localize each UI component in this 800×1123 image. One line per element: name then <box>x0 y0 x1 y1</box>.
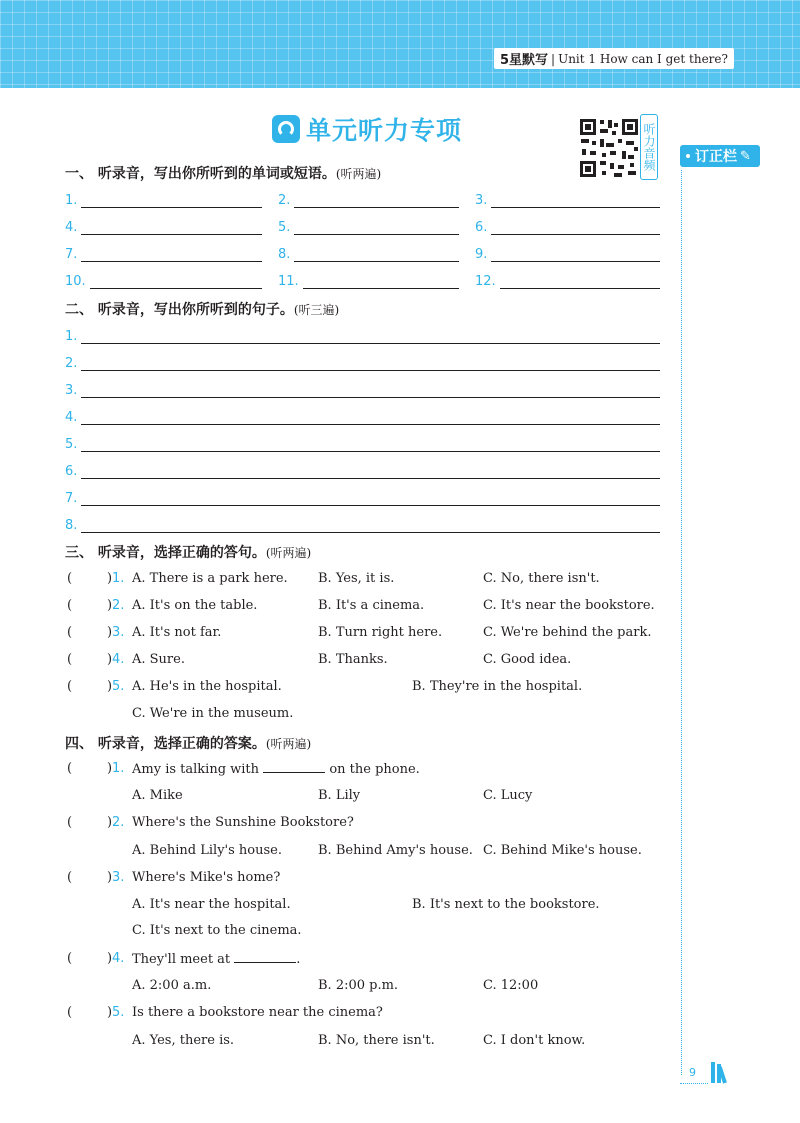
blank-number: 9. <box>475 247 488 262</box>
section-3-heading <box>65 542 311 562</box>
answer-line[interactable] <box>81 437 660 452</box>
question-number: 1. <box>112 761 125 776</box>
blank-number: 1. <box>65 329 78 344</box>
bracket-open: ( <box>67 870 73 885</box>
question-number: 3. <box>112 870 125 885</box>
blank-sentence-8[interactable] <box>65 515 660 533</box>
tag-separator: | <box>551 51 556 66</box>
section-2-heading <box>65 299 339 319</box>
blank-number: 8. <box>65 518 78 533</box>
answer-line[interactable] <box>491 193 660 208</box>
answer-bracket[interactable] <box>67 597 113 615</box>
answer-bracket[interactable] <box>67 651 113 669</box>
series-name: 5星默写 <box>500 53 549 68</box>
blank-number: 2. <box>65 356 78 371</box>
question-stem <box>132 950 300 969</box>
stem-after: on the phone. <box>329 762 420 777</box>
blank-number: 8. <box>278 247 291 262</box>
option-a[interactable]: A. Mike <box>132 788 183 803</box>
bracket-close: ) <box>107 815 113 830</box>
option-b[interactable]: B. It's a cinema. <box>318 598 425 613</box>
answer-bracket[interactable] <box>67 869 113 887</box>
answer-bracket[interactable] <box>67 950 113 968</box>
option-a[interactable]: A. He's in the hospital. <box>132 679 282 694</box>
s4-options-5 <box>0 1032 670 1050</box>
blank-word-10[interactable] <box>65 271 262 289</box>
answer-line[interactable] <box>81 383 660 398</box>
blank-word-6[interactable] <box>475 217 660 235</box>
section-2-label: 二、 听录音，写出你所听到的句子。 <box>65 302 294 318</box>
s3-question-3 <box>0 624 670 642</box>
option-b[interactable]: B. 2:00 p.m. <box>318 978 399 993</box>
s3-question-4 <box>0 651 670 669</box>
answer-bracket[interactable] <box>67 678 113 696</box>
s4-options-3 <box>0 896 670 914</box>
fill-blank[interactable] <box>234 950 296 963</box>
answer-line[interactable] <box>303 274 459 289</box>
option-a[interactable]: A. There is a park here. <box>132 571 288 586</box>
option-c[interactable]: C. I don't know. <box>483 1033 586 1048</box>
bracket-close: ) <box>107 679 113 694</box>
blank-word-1[interactable] <box>65 190 262 208</box>
section-4-heading <box>65 733 311 753</box>
answer-line[interactable] <box>81 356 660 371</box>
question-number: 4. <box>112 652 125 667</box>
answer-line[interactable] <box>491 247 660 262</box>
stem-before: Amy is talking with <box>132 762 260 777</box>
answer-line[interactable] <box>81 491 660 506</box>
qr-code-icon[interactable] <box>578 117 640 179</box>
blank-sentence-6[interactable] <box>65 461 660 479</box>
option-c[interactable]: C. We're behind the park. <box>483 625 652 640</box>
answer-line[interactable] <box>294 193 459 208</box>
question-number: 5. <box>112 679 125 694</box>
question-number: 2. <box>112 598 125 613</box>
option-c[interactable]: C. We're in the museum. <box>132 706 294 721</box>
pencil-icon: ✎ <box>740 148 751 164</box>
blank-word-8[interactable] <box>278 244 459 262</box>
page-number: 9 <box>689 1066 696 1079</box>
answer-line[interactable] <box>81 329 660 344</box>
option-b[interactable]: B. They're in the hospital. <box>412 679 583 694</box>
bracket-open: ( <box>67 951 73 966</box>
option-c[interactable]: C. No, there isn't. <box>483 571 600 586</box>
option-b[interactable]: B. It's next to the bookstore. <box>412 897 600 912</box>
blank-number: 6. <box>475 220 488 235</box>
bracket-close: ) <box>107 625 113 640</box>
s4-question-4 <box>0 950 670 968</box>
s3-question-5-cont <box>0 705 670 723</box>
answer-bracket[interactable] <box>67 760 113 778</box>
answer-line[interactable] <box>294 220 459 235</box>
s4-question-2 <box>0 814 670 832</box>
blank-number: 3. <box>65 383 78 398</box>
blank-word-5[interactable] <box>278 217 459 235</box>
question-number: 2. <box>112 815 125 830</box>
section-3-note: (听两遍) <box>265 546 312 560</box>
s4-options-3-cont <box>0 922 670 940</box>
blank-word-12[interactable] <box>475 271 660 289</box>
books-icon <box>710 1060 738 1084</box>
section-4-note: (听两遍) <box>265 737 312 751</box>
option-a[interactable]: A. It's on the table. <box>132 598 258 613</box>
answer-bracket[interactable] <box>67 570 113 588</box>
blank-word-9[interactable] <box>475 244 660 262</box>
blank-word-11[interactable] <box>278 271 459 289</box>
bullet-dot <box>686 154 690 158</box>
bracket-close: ) <box>107 652 113 667</box>
blank-sentence-4[interactable] <box>65 407 660 425</box>
section-4-label: 四、 听录音，选择正确的答案。 <box>65 736 266 752</box>
blank-number: 4. <box>65 410 78 425</box>
option-c[interactable]: C. Good idea. <box>483 652 572 667</box>
bracket-open: ( <box>67 571 73 586</box>
answer-line[interactable] <box>81 410 660 425</box>
option-c[interactable]: C. 12:00 <box>483 978 539 993</box>
blank-number: 1. <box>65 193 78 208</box>
answer-line[interactable] <box>294 247 459 262</box>
bracket-open: ( <box>67 598 73 613</box>
bracket-open: ( <box>67 815 73 830</box>
question-stem <box>132 760 420 779</box>
s4-question-5 <box>0 1004 670 1022</box>
s3-question-2 <box>0 597 670 615</box>
correction-column-label <box>680 145 760 167</box>
option-b[interactable]: B. Lily <box>318 788 361 803</box>
s3-question-1 <box>0 570 670 588</box>
answer-bracket[interactable] <box>67 624 113 642</box>
answer-bracket[interactable] <box>67 814 113 832</box>
unit-name: Unit 1 How can I get there? <box>558 51 728 66</box>
blank-number: 4. <box>65 220 78 235</box>
question-number: 1. <box>112 571 125 586</box>
blank-number: 7. <box>65 247 78 262</box>
option-b[interactable]: B. Turn right here. <box>318 625 443 640</box>
bracket-close: ) <box>107 598 113 613</box>
correction-label-text: 订正栏 <box>695 149 737 165</box>
s3-question-5 <box>0 678 670 696</box>
blank-sentence-1[interactable] <box>65 326 660 344</box>
section-1-heading <box>65 163 381 183</box>
bracket-close: ) <box>107 1005 113 1020</box>
fill-blank[interactable] <box>263 760 325 773</box>
bracket-open: ( <box>67 1005 73 1020</box>
answer-line[interactable] <box>491 220 660 235</box>
question-number: 5. <box>112 1005 125 1020</box>
question-number: 3. <box>112 625 125 640</box>
answer-line[interactable] <box>81 193 262 208</box>
answer-line[interactable] <box>81 464 660 479</box>
option-a[interactable]: A. 2:00 a.m. <box>132 978 212 993</box>
option-a[interactable]: A. It's not far. <box>132 625 222 640</box>
question-stem: Where's Mike's home? <box>132 870 281 885</box>
blank-sentence-5[interactable] <box>65 434 660 452</box>
blank-word-3[interactable] <box>475 190 660 208</box>
s4-options-1 <box>0 787 670 805</box>
header-banner <box>0 0 800 88</box>
option-c[interactable]: C. Behind Mike's house. <box>483 843 642 858</box>
answer-line[interactable] <box>81 220 262 235</box>
option-a[interactable]: A. Sure. <box>132 652 185 667</box>
option-a[interactable]: A. Behind Lily's house. <box>132 843 282 858</box>
bracket-close: ) <box>107 870 113 885</box>
blank-number: 12. <box>475 274 496 289</box>
blank-number: 3. <box>475 193 488 208</box>
answer-line[interactable] <box>500 274 660 289</box>
stem-after: . <box>296 952 301 967</box>
bracket-open: ( <box>67 679 73 694</box>
question-stem: Where's the Sunshine Bookstore? <box>132 815 354 830</box>
qr-audio-label: 听力音频 <box>640 114 658 180</box>
option-c[interactable]: C. Lucy <box>483 788 533 803</box>
blank-number: 10. <box>65 274 86 289</box>
section-1-label: 一、 听录音，写出你所听到的单词或短语。 <box>65 166 336 182</box>
s4-options-4 <box>0 977 670 995</box>
unit-tag <box>494 48 734 69</box>
bracket-close: ) <box>107 761 113 776</box>
blank-sentence-7[interactable] <box>65 488 660 506</box>
option-b[interactable]: B. Yes, it is. <box>318 571 395 586</box>
blank-sentence-3[interactable] <box>65 380 660 398</box>
stem-before: They'll meet at <box>132 952 231 967</box>
answer-line[interactable] <box>81 247 262 262</box>
option-c[interactable]: C. It's near the bookstore. <box>483 598 655 613</box>
option-a[interactable]: A. Yes, there is. <box>132 1033 235 1048</box>
option-b[interactable]: B. Thanks. <box>318 652 388 667</box>
bracket-close: ) <box>107 571 113 586</box>
s4-question-1 <box>0 760 670 778</box>
blank-number: 7. <box>65 491 78 506</box>
blank-sentence-2[interactable] <box>65 353 660 371</box>
question-number: 4. <box>112 951 125 966</box>
blank-number: 11. <box>278 274 299 289</box>
page-title <box>272 112 462 146</box>
bracket-close: ) <box>107 951 113 966</box>
question-stem: Is there a bookstore near the cinema? <box>132 1005 383 1020</box>
option-b[interactable]: B. Behind Amy's house. <box>318 843 473 858</box>
correction-divider <box>681 170 682 1075</box>
bracket-open: ( <box>67 761 73 776</box>
s4-question-3 <box>0 869 670 887</box>
s4-options-2 <box>0 842 670 860</box>
blank-word-2[interactable] <box>278 190 459 208</box>
bracket-open: ( <box>67 625 73 640</box>
section-2-note: (听三遍) <box>293 303 340 317</box>
answer-line[interactable] <box>81 518 660 533</box>
blank-number: 5. <box>65 437 78 452</box>
blank-word-4[interactable] <box>65 217 262 235</box>
blank-number: 6. <box>65 464 78 479</box>
page-title-text: 单元听力专项 <box>306 116 463 145</box>
page-number-underline <box>680 1083 708 1084</box>
blank-number: 2. <box>278 193 291 208</box>
option-c[interactable]: C. It's next to the cinema. <box>132 923 302 938</box>
answer-line[interactable] <box>90 274 262 289</box>
option-a[interactable]: A. It's near the hospital. <box>132 897 291 912</box>
option-b[interactable]: B. No, there isn't. <box>318 1033 435 1048</box>
section-3-label: 三、 听录音，选择正确的答句。 <box>65 545 266 561</box>
answer-bracket[interactable] <box>67 1004 113 1022</box>
blank-number: 5. <box>278 220 291 235</box>
bracket-open: ( <box>67 652 73 667</box>
blank-word-7[interactable] <box>65 244 262 262</box>
headphones-icon <box>272 115 300 143</box>
section-1-note: (听两遍) <box>335 167 382 181</box>
